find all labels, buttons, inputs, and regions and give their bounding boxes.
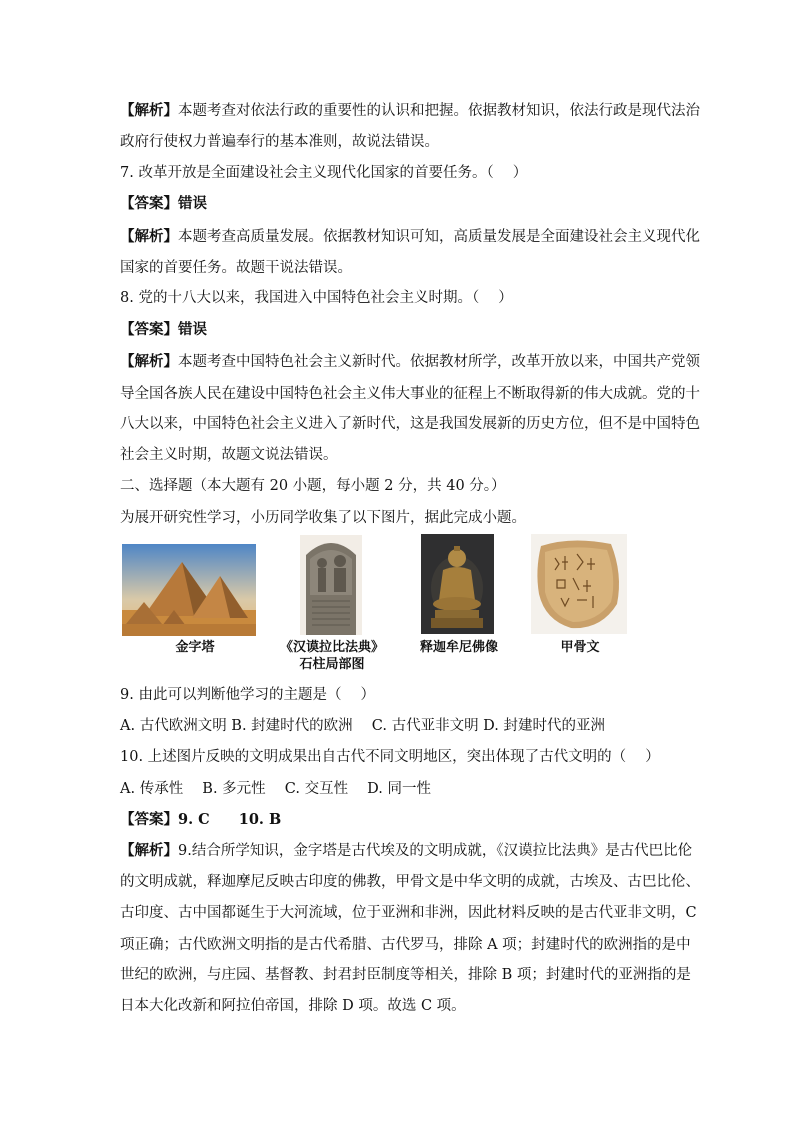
explanation-label: 【解析】 [120,228,178,245]
explanation-line: 古印度、古中国都诞生于大河流域，位于亚洲和非洲，因此材料反映的是古代亚非文明，C [120,905,697,921]
explanation-line: 项正确；古代欧洲文明指的是古代希腊、古代罗马，排除 A 项；封建时代的欧洲指的是中 [120,937,691,953]
explanation-line [120,352,700,372]
buddha-illustration [421,534,494,634]
explanation-line: 国家的首要任务。故题干说法错误。 [120,260,352,276]
explanation-text: 本题考查对依法行政的重要性的认识和把握。依据教材知识，依法行政是现代法治 [178,103,700,119]
explanation-line: 日本大化改新和阿拉伯帝国，排除 D 项。故选 C 项。 [120,998,466,1014]
explanation-line: 政府行使权力普遍奉行的基本准则，故说法错误。 [120,134,439,150]
explanation-line: 社会主义时期，故题文说法错误。 [120,447,338,463]
explanation-line: 导全国各族人民在建设中国特色社会主义伟大事业的征程上不断取得新的伟大成就。党的十 [120,386,700,402]
hammurabi-caption-line-1: 《汉谟拉比法典》 [279,640,384,655]
pyramid-photo [122,544,256,636]
section-heading: 二、选择题（本大题有 20 小题，每小题 2 分，共 40 分。） [120,478,506,494]
buddha-caption: 释迦牟尼佛像 [419,640,498,655]
hammurabi-stele-photo [300,535,362,635]
explanation-line [120,841,693,861]
explanation-text: 本题考查高质量发展。依据教材知识可知，高质量发展是全面建设社会主义现代化 [178,229,700,245]
question-10-options: A. 传承性 B. 多元性 C. 交互性 D. 同一性 [120,781,432,797]
explanation-line: 世纪的欧洲，与庄园、基督教、封君封臣制度等相关，排除 B 项；封建时代的亚洲指的是 [120,967,691,983]
answer-9-10: 【答案】9. C 10. B [120,811,282,828]
explanation-text: 本题考查中国特色社会主义新时代。依据教材所学，改革开放以来，中国共产党领 [178,354,700,370]
oracle-bone-caption: 甲骨文 [560,640,600,655]
question-9-options: A. 古代欧洲文明 B. 封建时代的欧洲 C. 古代亚非文明 D. 封建时代的亚洲 [120,718,606,734]
explanation-line: 的文明成就，释迦摩尼反映古印度的佛教，甲骨文是中华文明的成就，古埃及、古巴比伦、 [120,874,700,890]
hammurabi-caption-line-2: 石柱局部图 [299,657,365,672]
question-7: 7. 改革开放是全面建设社会主义现代化国家的首要任务。（ ） [120,165,528,181]
explanation-label: 【解析】 [120,102,178,119]
oracle-bone-photo [531,534,627,634]
question-intro: 为展开研究性学习，小历同学收集了以下图片，据此完成小题。 [120,510,526,526]
explanation-line [120,101,700,121]
answer-7: 【答案】错误 [120,195,207,212]
explanation-label: 【解析】 [120,842,178,859]
question-8: 8. 党的十八大以来，我国进入中国特色社会主义时期。（ ） [120,290,513,306]
stele-illustration [300,535,362,635]
oracle-bone-illustration [531,534,627,634]
explanation-label: 【解析】 [120,353,178,370]
explanation-line: 八大以来，中国特色社会主义进入了新时代，这是我国发展新的历史方位，但不是中国特色 [120,416,700,432]
pyramid-caption: 金字塔 [175,640,215,655]
explanation-line [120,227,700,247]
buddha-statue-photo [421,534,494,634]
pyramid-illustration [122,544,256,636]
question-10: 10. 上述图片反映的文明成果出自古代不同文明地区，突出体现了古代文明的（ ） [120,749,660,765]
answer-8: 【答案】错误 [120,321,207,338]
explanation-text: 9.结合所学知识，金字塔是古代埃及的文明成就，《汉谟拉比法典》是古代巴比伦 [178,843,693,859]
question-9: 9. 由此可以判断他学习的主题是（ ） [120,687,376,703]
